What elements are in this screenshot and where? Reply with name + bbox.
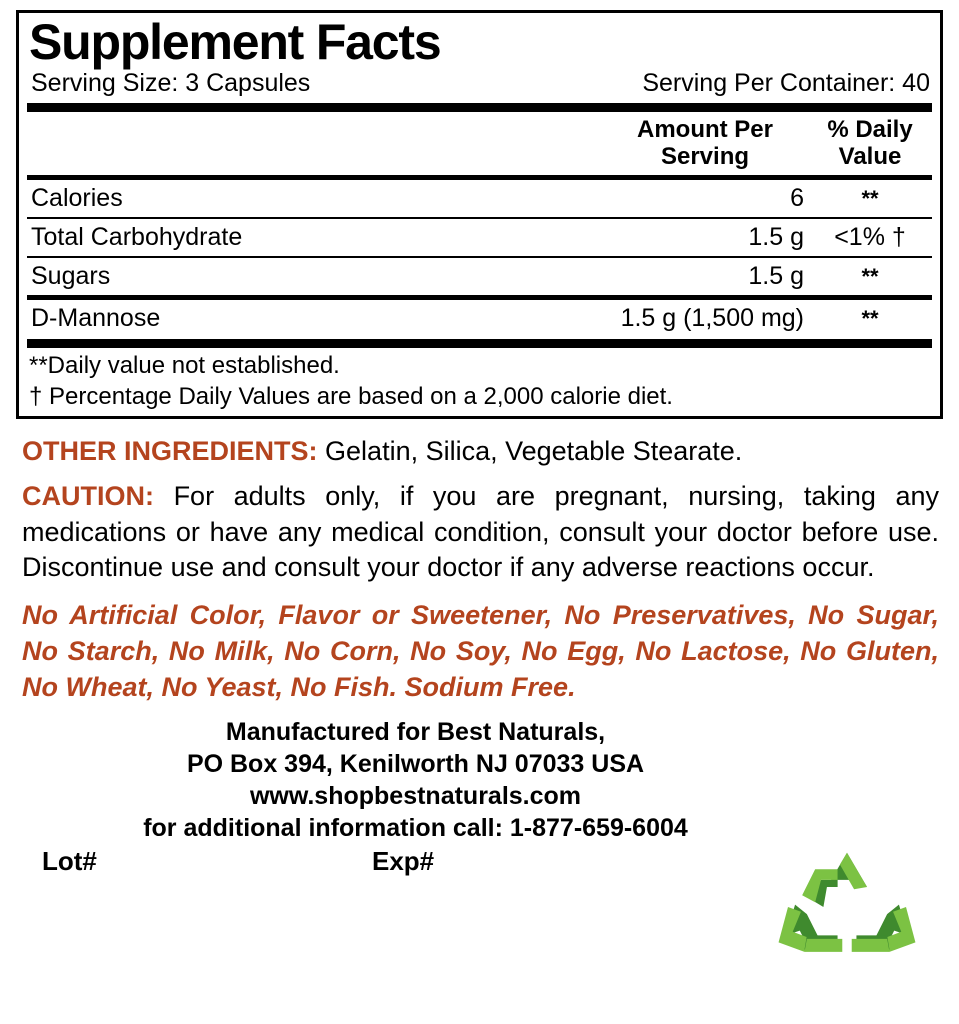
footnote-percentage: † Percentage Daily Values are based on a 2,000 calorie diet. (29, 382, 673, 410)
servings-per-container: Serving Per Container: 40 (642, 69, 930, 97)
nutrient-daily-value: ** (861, 305, 879, 331)
nutrient-amount: 1.5 g (748, 222, 804, 251)
serving-size: Serving Size: 3 Capsules (31, 69, 311, 97)
serving-info-row (27, 69, 932, 101)
lot-label: Lot# (42, 845, 97, 876)
manufacturer-website: www.shopbestnaturals.com (249, 781, 582, 810)
nutrient-amount: 1.5 g (1,500 mg) (620, 303, 804, 332)
free-from-statement: No Artificial Color, Flavor or Sweetener, No Preservatives, No Sugar, No Starch, No Milk, No Corn, No Soy, No Egg, No Lactose, No Gluten, No Wheat, No Yeast, No Fish. Sodium Free. (22, 600, 939, 702)
supplement-facts-panel (16, 10, 943, 419)
nutrient-name: Total Carbohydrate (31, 222, 243, 251)
other-ingredients-label: OTHER INGREDIENTS: (22, 436, 318, 467)
panel-rule-bottom (27, 339, 932, 348)
manufacturer-address: PO Box 394, Kenilworth NJ 07033 USA (186, 749, 645, 778)
recycle-icon (763, 848, 931, 966)
table-row (27, 219, 932, 256)
column-header-amount (600, 116, 810, 171)
column-header-amount-line2: Serving (660, 143, 750, 171)
nutrient-name: Sugars (31, 261, 111, 290)
nutrient-daily-value: ** (861, 185, 879, 211)
caution-text: For adults only, if you are pregnant, nursing, taking any medications or have any medical condition, consult your doctor before use. Discontinue use and consult your doctor if any adverse reactions occur. (22, 481, 939, 583)
nutrient-daily-value: <1% † (834, 222, 906, 251)
column-header-daily-value (810, 116, 930, 171)
panel-rule-top (27, 103, 932, 112)
panel-title: Supplement Facts (29, 14, 441, 70)
column-header-dv-line2: Value (838, 143, 902, 171)
table-row (27, 300, 932, 337)
column-header-amount-line1: Amount Per (636, 115, 773, 143)
nutrient-name: D-Mannose (31, 303, 161, 332)
panel-column-headers (27, 112, 932, 175)
footnote-daily-value: **Daily value not established. (29, 351, 340, 379)
manufacturer-phone: for additional information call: 1-877-659-6004 (143, 813, 688, 842)
caution-label: CAUTION: (22, 481, 154, 512)
caution-paragraph (22, 479, 939, 586)
exp-label: Exp# (372, 845, 435, 876)
column-header-dv-line1: % Daily (827, 115, 913, 143)
nutrient-amount: 1.5 g (748, 261, 804, 290)
label-body (14, 419, 945, 876)
nutrient-name: Calories (31, 183, 123, 212)
manufacturer-line1: Manufactured for Best Naturals, (225, 717, 606, 746)
nutrient-daily-value: ** (861, 263, 879, 289)
other-ingredients-paragraph (22, 435, 939, 469)
panel-footnotes (27, 348, 932, 412)
table-row (27, 258, 932, 295)
other-ingredients-text: Gelatin, Silica, Vegetable Stearate. (325, 436, 743, 467)
nutrient-amount: 6 (790, 183, 804, 212)
manufacturer-block (22, 716, 939, 844)
table-row (27, 180, 932, 217)
